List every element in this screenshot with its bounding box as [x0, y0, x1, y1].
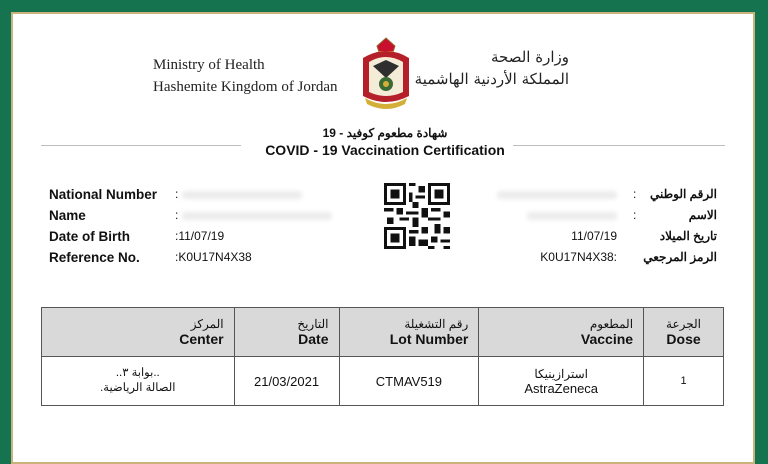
column-header-date [234, 308, 339, 357]
header-en: Date [298, 331, 329, 347]
header-ar: رقم التشغيلة [404, 317, 469, 331]
header-english [153, 54, 338, 98]
header-en: Vaccine [580, 331, 634, 347]
column-header-vaccine [479, 308, 644, 357]
center-cell [42, 357, 235, 406]
table-header-row [42, 308, 724, 357]
header-ar: التاريخ [297, 317, 329, 331]
lot-cell: CTMAV519 [339, 357, 479, 406]
header-ar: المركز [190, 317, 224, 331]
dose-cell: 1 [644, 357, 724, 406]
reference-label: Reference No. [49, 250, 140, 265]
coat-of-arms-icon [355, 36, 417, 114]
national-number-label: National Number [49, 187, 158, 202]
redacted-field [527, 212, 617, 220]
reference-value: :K0U17N4X38 [175, 250, 252, 264]
reference-label-ar: الرمز المرجعي [643, 250, 717, 264]
info-colons-ar [633, 184, 636, 226]
name-label: Name [49, 208, 86, 223]
colon: : [633, 208, 637, 222]
header-en: Dose [666, 331, 701, 347]
header-en: Center [179, 331, 224, 347]
ministry-name-en: Ministry of Health [153, 57, 265, 73]
center-line: ..بوابة ٣.. [115, 367, 160, 379]
info-labels-ar [643, 184, 717, 268]
table-row [42, 357, 724, 406]
kingdom-name-en: Hashemite Kingdom of Jordan [153, 79, 338, 95]
center-line: الصالة الرياضية. [100, 382, 176, 394]
redacted-field [497, 191, 617, 199]
certificate-card [11, 12, 755, 464]
vaccine-cell [479, 357, 644, 406]
national-number-label-ar: الرقم الوطني [649, 187, 717, 201]
dob-value-ar: 11/07/19 [571, 229, 617, 243]
redacted-field [182, 191, 302, 199]
title-arabic: شهادة مطعوم كوفيد - 19 [322, 126, 448, 140]
header-ar: الجرعة [666, 317, 701, 331]
title-english: COVID - 19 Vaccination Certification [265, 142, 505, 158]
dob-value: :11/07/19 [175, 229, 225, 243]
dob-label: Date of Birth [49, 229, 130, 244]
column-header-lot [339, 308, 479, 357]
colon: : [633, 187, 637, 201]
dob-label-ar: تاريخ الميلاد [659, 229, 717, 243]
certificate-title [13, 126, 757, 158]
info-values-en [175, 184, 332, 268]
ministry-name-ar: وزارة الصحة [491, 48, 569, 66]
name-label-ar: الاسم [688, 208, 717, 222]
info-values-ar [497, 184, 617, 268]
national-number-value: : [175, 187, 179, 201]
qr-code-icon [384, 183, 450, 249]
vaccine-en: AstraZeneca [524, 380, 599, 396]
name-value: : [175, 208, 179, 222]
info-labels-en [49, 184, 157, 268]
reference-value-ar: K0U17N4X38: [540, 250, 617, 264]
kingdom-name-ar: المملكة الأردنية الهاشمية [414, 70, 569, 88]
header-arabic [415, 46, 569, 90]
header-en: Lot Number [389, 331, 469, 347]
column-header-center [42, 308, 235, 357]
header-ar: المطعوم [589, 317, 634, 331]
vaccination-table [41, 307, 724, 406]
redacted-field [182, 212, 332, 220]
vaccine-ar: استرازينيكا [534, 366, 588, 381]
date-cell: 21/03/2021 [234, 357, 339, 406]
column-header-dose [644, 308, 724, 357]
